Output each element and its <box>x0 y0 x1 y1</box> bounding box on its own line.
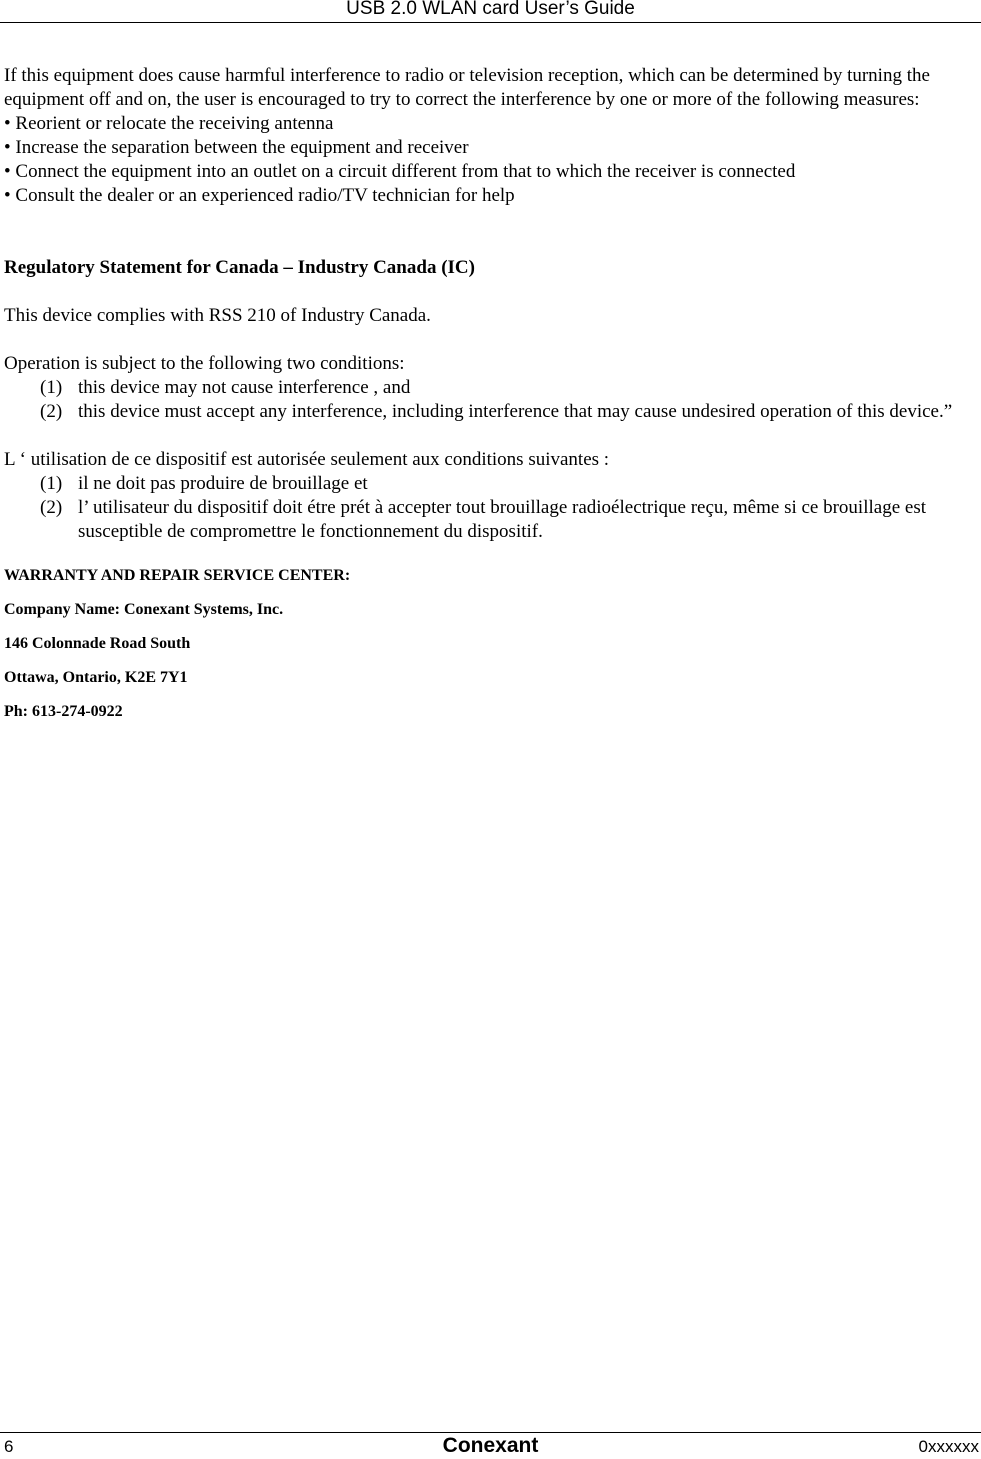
condition-item <box>4 376 972 400</box>
measure-item: • Connect the equipment into an outlet on a circuit different from that to which the receiver is connected <box>4 161 796 182</box>
condition-text: l’ utilisateur du dispositif doit étre prét à accepter tout brouillage radioélectrique reçu, même si ce brouillage est susceptible de compromettre le fonctionnement du dispositif. <box>78 497 926 542</box>
warranty-street: 146 Colonnade Road South <box>4 635 191 652</box>
measure-item: • Consult the dealer or an experienced radio/TV technician for help <box>4 185 515 206</box>
condition-item <box>4 400 972 424</box>
page-header-title: USB 2.0 WLAN card User’s Guide <box>346 0 635 19</box>
measure-item: • Increase the separation between the equipment and receiver <box>4 137 469 158</box>
footer-brand: Conexant <box>442 1434 539 1457</box>
warranty-company: Company Name: Conexant Systems, Inc. <box>4 601 284 618</box>
document-body <box>4 64 972 736</box>
warranty-city: Ottawa, Ontario, K2E 7Y1 <box>4 669 188 686</box>
canada-heading: Regulatory Statement for Canada – Industry Canada (IC) <box>4 257 475 278</box>
condition-text: this device must accept any interference, including interference that may cause undesired operation of this device.” <box>78 401 953 422</box>
condition-text: this device may not cause interference , and <box>78 377 411 398</box>
french-conditions-list <box>4 472 972 544</box>
condition-number: (1) <box>40 377 63 398</box>
intro-paragraph: If this equipment does cause harmful interference to radio or television reception, which can be determined by turning the equipment off and on, the user is encouraged to try to correct the interference by one or more of the following measures: <box>4 65 930 110</box>
header-divider <box>0 22 981 23</box>
compliance-statement: This device complies with RSS 210 of Industry Canada. <box>4 305 431 326</box>
conditions-list <box>4 376 972 424</box>
condition-number: (2) <box>40 401 63 422</box>
page-footer <box>0 1435 981 1459</box>
condition-number: (2) <box>40 497 63 518</box>
condition-text: il ne doit pas produire de brouillage et <box>78 473 368 494</box>
french-condition-item <box>4 472 972 496</box>
conditions-intro: Operation is subject to the following two conditions: <box>4 353 405 374</box>
footer-divider <box>0 1432 981 1433</box>
french-conditions-intro: L ‘ utilisation de ce dispositif est autorisée seulement aux conditions suivantes : <box>4 449 610 470</box>
warranty-heading: WARRANTY AND REPAIR SERVICE CENTER: <box>4 567 351 584</box>
french-condition-item <box>4 496 972 544</box>
warranty-phone: Ph: 613-274-0922 <box>4 703 123 720</box>
measure-item: • Reorient or relocate the receiving antenna <box>4 113 334 134</box>
page-number: 6 <box>4 1437 14 1456</box>
condition-number: (1) <box>40 473 63 494</box>
document-number: 0xxxxxx <box>918 1437 979 1456</box>
